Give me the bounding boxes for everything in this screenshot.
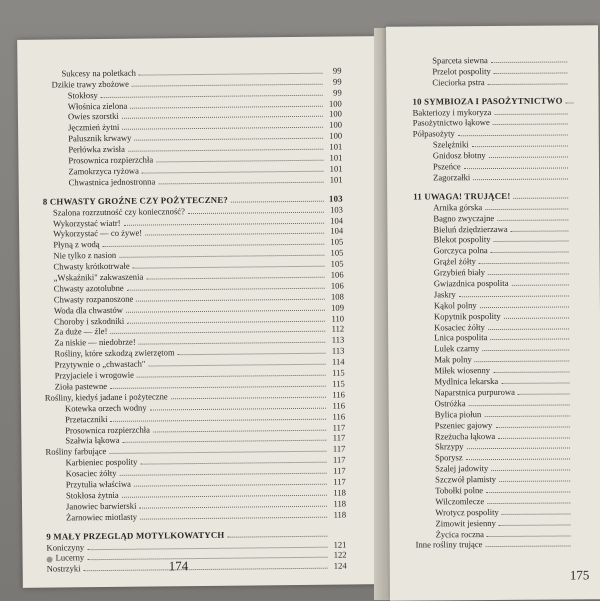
toc-entry-title: Szelężniki	[433, 139, 469, 149]
toc-entry-title: Przytywnie o „chwastach"	[54, 359, 145, 370]
right-page-number: 175	[570, 567, 590, 583]
toc-entry-title: Chwasty azotolubne	[54, 283, 124, 294]
toc-entry-page: 117	[330, 455, 346, 465]
toc-entry-title: Kosaciec żółty	[434, 322, 485, 332]
dot-leader	[485, 546, 570, 548]
left-page	[17, 36, 383, 588]
toc-entry-page: 115	[329, 378, 345, 388]
toc-entry-page: 118	[330, 498, 346, 508]
toc-entry-page: 113	[328, 346, 344, 356]
toc-entry-page: 100	[326, 131, 342, 141]
toc-entry-page: 109	[328, 302, 344, 312]
toc-entry-page: 101	[326, 163, 342, 173]
dot-leader	[494, 113, 567, 115]
toc-entry-title: Życica roczna	[436, 529, 485, 539]
toc-entry-page: 117	[329, 433, 345, 443]
toc-entry-title: Rośliny, kiedyś jadane i pożyteczne	[45, 391, 168, 402]
toc-entry-title: Nostrzyki	[47, 564, 81, 574]
dot-leader	[491, 470, 570, 472]
toc-entry-title: Sporysz	[435, 453, 463, 463]
toc-entry-title: Włośnica zielona	[68, 100, 128, 111]
dot-leader	[480, 306, 569, 308]
dot-leader	[487, 502, 570, 504]
toc-entry-title: Żarnowiec miotlasty	[66, 511, 137, 522]
toc-entry-title: Zioła pastewne	[55, 381, 107, 392]
toc-entry-title: Owies szorstki	[68, 111, 119, 122]
toc-entry-title: 11 UWAGA! TRUJĄCE!	[413, 191, 510, 202]
toc-entry-title: 8 CHWASTY GROŹNE CZY POŻYTECZNE?	[43, 194, 228, 206]
chapter-heading	[412, 93, 586, 106]
toc-entry-title: Rzeżucha łąkowa	[435, 430, 495, 440]
toc-entry-title: Palusznik krwawy	[68, 133, 131, 144]
toc-entry-title: Chwastnica jednostronna	[69, 176, 156, 187]
toc-entry-title: Gnidosz błotny	[433, 150, 486, 160]
toc-entry-page: 117	[329, 422, 345, 432]
toc-entry-title: Kosaciec żółty	[66, 468, 117, 479]
toc-entry-page: 101	[327, 174, 343, 184]
toc-entry-title: Koniczyny	[46, 542, 84, 552]
dot-leader	[491, 61, 567, 63]
toc-entry-title: Bylica piołun	[435, 409, 482, 419]
dot-leader	[467, 448, 570, 450]
toc-entry-title: Lucerny	[56, 553, 85, 563]
toc-entry-title: Stokłosy	[68, 90, 98, 100]
toc-entry-page: 106	[328, 270, 344, 280]
toc-entry-title: Pszeńce	[433, 161, 461, 171]
toc-entry-page: 105	[327, 248, 343, 258]
dot-leader	[486, 491, 570, 493]
toc-entry-title: Kopytnik pospolity	[434, 311, 501, 321]
toc-entry-title: Zamokrzyca ryżowa	[68, 166, 138, 177]
dot-leader	[475, 361, 570, 363]
toc-entry-title: Lulek czarny	[434, 343, 479, 353]
toc-entry-title: Mak polny	[434, 354, 472, 364]
dot-leader	[227, 535, 327, 537]
toc-entry-title: Lnica pospolita	[434, 333, 487, 343]
toc-entry	[413, 170, 587, 182]
toc-entry	[412, 75, 586, 87]
toc-entry-title: Grzybień biały	[434, 267, 485, 277]
left-table-of-contents	[41, 65, 346, 574]
toc-entry-title: Rośliny farbujące	[45, 446, 106, 457]
dot-leader	[482, 350, 569, 352]
toc-entry-title: Kotewka orzech wodny	[65, 402, 147, 413]
dot-leader	[171, 397, 326, 400]
toc-entry-title: Dzikie trawy zbożowe	[52, 79, 129, 90]
toc-entry-title: Choroby i szkodniki	[54, 315, 124, 326]
toc-entry-title: Tobołki polne	[435, 485, 483, 495]
toc-entry-title: Chwasty krótkotrwałe	[53, 261, 129, 272]
toc-entry-page: 103	[327, 193, 343, 203]
dot-leader	[472, 146, 568, 148]
toc-entry-page: 116	[329, 411, 345, 421]
dot-leader	[504, 317, 569, 318]
toc-entry-title: Blekot pospolity	[433, 234, 490, 244]
dot-leader	[494, 72, 568, 74]
toc-entry	[47, 560, 347, 574]
toc-entry-title: Stokłosa żytnia	[66, 490, 119, 501]
toc-entry-page: 100	[326, 109, 342, 119]
dot-leader	[466, 459, 570, 461]
toc-entry-title: Rośliny, które szkodzą zwierzętom	[54, 348, 174, 359]
dot-leader	[512, 285, 569, 286]
toc-entry-page: 118	[330, 487, 346, 497]
toc-entry-page: 114	[328, 357, 344, 367]
toc-entry-title: 10 SYMBIOZA I PASOŻYTNICTWO	[412, 95, 562, 106]
toc-entry-title: „Wskaźniki" zakwaszenia	[54, 272, 144, 283]
dot-leader	[499, 524, 571, 525]
dot-leader	[498, 437, 570, 439]
dot-leader	[178, 353, 326, 356]
toc-entry-title: Za niskie — niedobrze!	[54, 337, 135, 348]
toc-entry-title: Naparstnica purpurowa	[435, 387, 515, 398]
left-page-number: 174	[169, 558, 189, 574]
toc-entry-title: Jęczmień żytni	[68, 122, 119, 133]
dot-leader	[158, 181, 323, 184]
toc-entry-page: 115	[329, 368, 345, 378]
dot-leader	[489, 157, 568, 159]
dot-leader	[488, 328, 569, 330]
toc-entry-title: Prosownica rozpierzchła	[65, 424, 150, 435]
dot-leader	[493, 372, 569, 374]
toc-entry-page: 112	[328, 324, 344, 334]
toc-entry-page: 116	[329, 400, 345, 410]
toc-entry-title: Jaskry	[434, 289, 456, 299]
dot-leader	[491, 252, 569, 254]
dot-leader	[231, 200, 324, 202]
toc-entry-title: Zimowit jesienny	[435, 518, 495, 528]
toc-entry-title: Bagno zwyczajne	[433, 213, 494, 223]
toc-entry-title: Mydlnica lekarska	[434, 376, 498, 386]
toc-entry-title: Bieluń dziędzierzawa	[433, 223, 507, 234]
toc-entry-title: Sukcesy na poletkach	[61, 68, 136, 79]
toc-entry-page: 101	[326, 153, 342, 163]
toc-entry-title: Półpasożyty	[413, 129, 455, 139]
toc-entry-title: Sparceta siewna	[432, 55, 488, 65]
toc-entry-page: 103	[327, 204, 343, 214]
dot-leader	[473, 178, 568, 180]
toc-entry-title: Pasożytnictwo łąkowe	[413, 117, 490, 128]
dot-leader	[518, 393, 570, 394]
dot-leader	[495, 426, 569, 428]
toc-entry-title: 9 MAŁY PRZEGLĄD MOTYLKOWATYCH	[46, 529, 224, 541]
toc-entry-title: Perłówka zwisła	[68, 144, 125, 155]
toc-entry-title: Kąkol polny	[434, 300, 477, 310]
dot-leader	[497, 219, 568, 220]
toc-entry-title: Gorczyca polna	[434, 245, 488, 255]
toc-entry-title: Przelot pospolity	[432, 66, 491, 76]
toc-entry-page: 99	[326, 76, 342, 86]
toc-entry-title: Arnika górska	[433, 202, 482, 212]
toc-entry-title: Inne rośliny trujące	[416, 539, 483, 549]
dot-leader	[499, 481, 570, 482]
dot-leader	[493, 124, 568, 126]
dot-leader	[511, 230, 569, 231]
toc-entry-page: 104	[327, 215, 343, 225]
toc-entry-page: 100	[326, 98, 342, 108]
toc-entry-page: 116	[329, 389, 345, 399]
dot-leader	[502, 513, 571, 514]
toc-entry-title: Prosownica rozpierzchła	[68, 154, 153, 165]
toc-entry-title: Szalej jadowity	[435, 463, 488, 473]
dot-leader	[488, 274, 569, 276]
toc-entry-page: 104	[327, 226, 343, 236]
toc-entry-title: Wykorzystać — co żywe!	[53, 228, 142, 239]
toc-entry-title: Szalona rozrzutność czy konieczność?	[53, 206, 185, 217]
toc-entry-title: Za duże — źle!	[54, 326, 107, 337]
dot-leader	[464, 167, 568, 169]
dot-leader	[188, 211, 324, 213]
toc-entry-title: Przyjaciele i wrogowie	[55, 370, 134, 381]
toc-entry-title: Karbieniec pospolity	[66, 457, 138, 468]
toc-entry-title: Wykorzystać wiatr!	[53, 217, 121, 228]
dot-leader	[488, 83, 568, 85]
toc-entry-page: 108	[328, 291, 344, 301]
toc-entry-page: 105	[327, 237, 343, 247]
toc-entry-title: Skrzypy	[435, 442, 464, 452]
dot-leader	[501, 383, 569, 384]
dot-leader	[494, 241, 569, 243]
toc-entry-page: 117	[330, 466, 346, 476]
toc-entry-title: Wilczomlecze	[435, 496, 484, 506]
toc-entry-title: Przetaczniki	[65, 414, 108, 424]
dot-leader	[487, 535, 571, 537]
toc-entry-title: Gwiazdnica pospolita	[434, 278, 509, 289]
toc-entry-title: Płyną z wodą	[53, 239, 99, 249]
toc-entry-page: 101	[326, 142, 342, 152]
toc-entry-title: Szałwia łąkowa	[65, 435, 119, 446]
toc-entry-title: Ostróżka	[435, 398, 466, 408]
toc-entry-title: Janowiec barwierski	[66, 500, 137, 511]
toc-entry-page: 117	[330, 476, 346, 486]
dot-leader	[566, 102, 574, 103]
dot-leader	[458, 135, 568, 137]
dot-leader	[484, 415, 569, 417]
toc-entry-title: Nie tylko z nasion	[53, 250, 116, 261]
toc-entry-page: 122	[331, 550, 347, 560]
dot-leader	[490, 339, 569, 341]
dot-leader	[469, 404, 570, 406]
toc-entry-title: Szczwół plamisty	[435, 474, 496, 484]
toc-entry-title: Bakteriozy i mykoryza	[413, 107, 492, 118]
toc-entry-title: Cieciorka pstra	[432, 77, 484, 87]
right-table-of-contents	[412, 53, 589, 550]
toc-entry-page: 113	[328, 335, 344, 345]
toc-entry-title: Woda dla chwastów	[54, 305, 123, 316]
toc-entry-page: 106	[328, 280, 344, 290]
toc-entry-title: Miłek wiosenny	[434, 365, 490, 375]
toc-entry-page: 110	[328, 313, 344, 323]
toc-entry-page: 118	[330, 509, 346, 519]
toc-entry-title: Chwasty rozpanoszone	[54, 294, 134, 305]
dot-leader	[485, 208, 568, 210]
dot-leader	[84, 568, 328, 572]
toc-entry-page: 99	[326, 87, 342, 97]
toc-entry-title: Zagorzałki	[433, 172, 470, 182]
toc-entry-title: Pszeniec gajowy	[435, 420, 493, 430]
toc-entry-title: Przytulia właściwa	[66, 479, 131, 490]
toc-entry-page: 121	[330, 539, 346, 549]
toc-entry-page: 99	[325, 65, 341, 75]
dot-leader	[140, 516, 327, 519]
right-page	[386, 25, 600, 600]
toc-entry-title: Grążel żółty	[434, 256, 476, 266]
toc-entry-page: 100	[326, 120, 342, 130]
dot-leader	[513, 197, 568, 198]
toc-entry-page: 117	[329, 444, 345, 454]
toc-entry-page: 124	[331, 561, 347, 571]
dot-leader	[479, 263, 569, 265]
dot-leader	[459, 295, 569, 297]
toc-entry-title: Wrotycz pospolity	[435, 507, 498, 517]
toc-entry	[416, 538, 590, 550]
toc-entry-page: 105	[327, 259, 343, 269]
